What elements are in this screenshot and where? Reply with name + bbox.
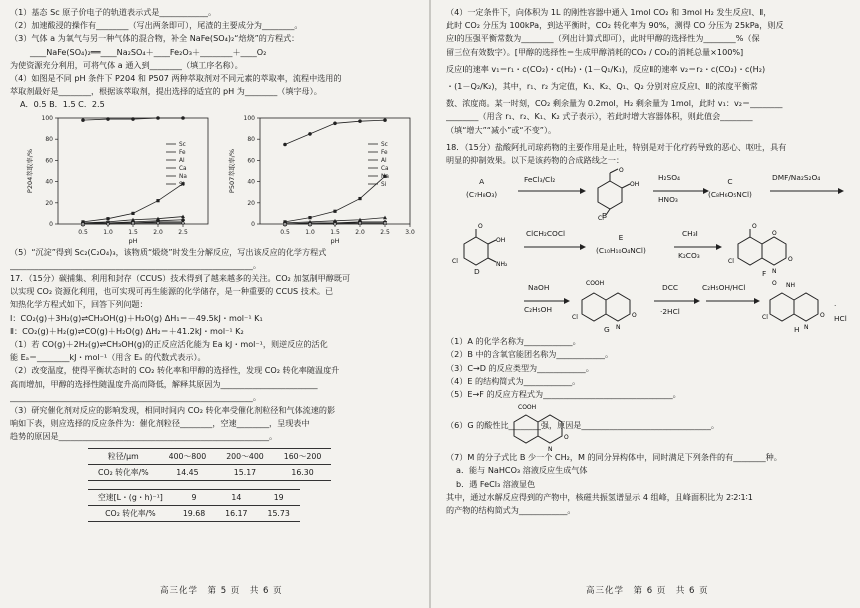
text-line: 知热化学方程式如下，回答下列问题： bbox=[10, 299, 148, 310]
data-point-sc bbox=[106, 117, 110, 121]
text-line: 其中，通过水解反应得到的产物中，核磁共振氢谱显示 4 组峰，且峰面积比为 2∶2∶1∶1 bbox=[446, 491, 753, 502]
reagent-label: ClCH₂COCl bbox=[526, 229, 566, 239]
data-point-sc bbox=[308, 132, 312, 136]
table-cell: 19.68 bbox=[173, 506, 215, 522]
text-line: （1）基态 Sc 原子价电子的轨道表示式是____________。 bbox=[10, 7, 217, 17]
table-cell: 14.45 bbox=[159, 464, 217, 480]
series-line-fe bbox=[285, 176, 385, 222]
svg-text:O: O bbox=[820, 312, 825, 320]
text-line: 的产物的结构简式为____________。 bbox=[446, 505, 576, 516]
compound-a-formula: (C₇H₈O₃) bbox=[466, 190, 498, 200]
legend-label-si: Si bbox=[179, 181, 185, 188]
text-line: 能 Eₐ＝________kJ・mol⁻¹（用含 Eₐ 的代数式表示）。 bbox=[10, 352, 206, 363]
compound-e-label: E bbox=[618, 233, 624, 243]
reagent-label: DMF/Na₂S₂O₄ bbox=[772, 173, 821, 183]
x-tick-label: 2.0 bbox=[355, 228, 365, 236]
table-cell: 粒径/μm bbox=[88, 448, 159, 464]
text-line: （1）若 CO(g)＋2H₂(g)⇌CH₃OH(g)的正反应活化能为 Ea kJ・mol⁻¹，则逆反应的活化 bbox=[10, 339, 328, 350]
svg-text:Cl: Cl bbox=[728, 258, 734, 266]
reagent-label: CH₃I bbox=[682, 229, 698, 239]
question-18-title: 18．（15分）盐酸阿扎司琼药物的主要作用是止吐，特别是对于化疗药导致的恶心、呕吐，具有 bbox=[446, 141, 787, 152]
compound-d-structure bbox=[452, 221, 512, 277]
reagent-label: NaOH bbox=[528, 283, 550, 293]
svg-text:OH: OH bbox=[630, 181, 640, 189]
condition-line: a．能与 NaHCO₃ 溶液反应生成气体 bbox=[456, 465, 588, 476]
text-line: （2）改变温度，使得平衡状态时的 CO₂ 转化率和甲醇的选择性，发现 CO₂ 转化率随温度升 bbox=[10, 365, 340, 376]
p507-chart bbox=[224, 112, 424, 246]
text-line: （5）“沉淀”得到 Sc₂(C₂O₄)₃，该物质“煅烧”时发生分解反应，写出该反应的化学方程式 bbox=[10, 246, 327, 257]
text-line: （4）如图是不同 pH 条件下 P204 和 P507 两种萃取剂对不同元素的萃取率，流程中选用的 bbox=[10, 73, 342, 84]
compound-c-formula: (C₈H₆O₅NCl) bbox=[708, 190, 752, 200]
table-row bbox=[88, 506, 300, 522]
text-line: 趋势的原因是____________________________________________________。 bbox=[10, 431, 278, 442]
legend-label-sc: Sc bbox=[179, 141, 186, 148]
left-page bbox=[10, 6, 420, 522]
x-tick-label: 0.5 bbox=[280, 228, 290, 236]
p204-chart bbox=[22, 112, 222, 246]
y-tick-label: 60 bbox=[45, 157, 53, 165]
question-line: （1）A 的化学名称为____________。 bbox=[446, 336, 581, 347]
right-page bbox=[446, 6, 850, 517]
question-line: （6）G 的酸性比________强，原因是________________________________。 bbox=[446, 420, 719, 431]
compound-a-label: A bbox=[479, 177, 485, 187]
text-line: 数、浓度商。某一时刻，CO₂ 剩余量为 0.2mol，H₂ 剩余量为 1mol，此时 v₁：v₂＝________ bbox=[446, 98, 783, 109]
reagent-label: K₂CO₃ bbox=[678, 251, 700, 261]
x-axis-label: pH bbox=[128, 236, 138, 245]
y-tick-label: 60 bbox=[247, 157, 255, 165]
x-tick-label: 2.5 bbox=[178, 228, 188, 236]
data-point-sc bbox=[358, 119, 362, 123]
svg-text:O: O bbox=[619, 167, 624, 175]
legend-label-na: Na bbox=[381, 173, 389, 180]
page-footer-left: 高三化学 第 5 页 共 6 页 bbox=[160, 586, 283, 596]
text-line: ・(1－Q₂/K₂)，其中，r₁、r₂ 为定值，K₁、K₂、Q₁、Q₂ 分别对应反应Ⅰ、Ⅱ的浓度平衡常 bbox=[446, 81, 758, 92]
svg-text:NH₂: NH₂ bbox=[496, 261, 508, 269]
question-line: （7）M 的分子式比 B 少一个 CH₂，M 的同分异构体中，同时满足下列条件的有________种。 bbox=[446, 452, 782, 463]
legend-label-al: Al bbox=[381, 157, 387, 164]
svg-text:Cl: Cl bbox=[762, 314, 768, 322]
data-point-sc bbox=[81, 118, 85, 122]
svg-text:Cl: Cl bbox=[598, 215, 604, 222]
legend-label-na: Na bbox=[179, 173, 187, 180]
answer-line: ____________________________________________________________。 bbox=[10, 259, 261, 270]
svg-text:O: O bbox=[772, 230, 777, 238]
reaction-2: Ⅱ：CO₂(g)＋H₂(g)⇌CO(g)＋H₂O(g) ΔH₂＝＋41.2kJ・mol⁻¹ K₂ bbox=[10, 325, 244, 336]
data-point-fe bbox=[333, 209, 336, 212]
text-line: 以实现 CO₂ 资源化利用，也可实现可再生能源的化学储存，是一种重要的 CCUS 技术。已 bbox=[10, 286, 334, 297]
data-point-si bbox=[334, 222, 336, 224]
data-point-sc bbox=[156, 116, 160, 120]
question-line: （3）C→D 的反应类型为____________。 bbox=[446, 362, 594, 373]
table-cell: 200～400 bbox=[216, 448, 274, 464]
table-cell: 16.17 bbox=[215, 506, 257, 522]
condition-line: b．遇 FeCl₃ 溶液显色 bbox=[456, 478, 536, 489]
table-cell: CO₂ 转化率/% bbox=[88, 464, 159, 480]
data-point-sc bbox=[333, 121, 337, 125]
text-line: 此时 CO₂ 分压为 100kPa，到达平衡时，CO₂ 转化率为 90%，测得 CO 分压为 25kPa，则反 bbox=[446, 20, 784, 31]
x-axis-label: pH bbox=[330, 236, 340, 245]
table-cell: 160～200 bbox=[274, 448, 332, 464]
table-cell: 9 bbox=[173, 490, 215, 506]
text-line: 响如下表，则应选择的反应条件为：催化剂粒径________，空速________，呈现表中 bbox=[10, 418, 310, 429]
text-line: 为使资源充分利用，可将气体 a 通入到________（填工序名称）。 bbox=[10, 59, 243, 70]
particle-size-table bbox=[88, 448, 331, 481]
svg-text:COOH: COOH bbox=[518, 404, 537, 412]
svg-text:N: N bbox=[616, 324, 621, 332]
svg-text:N: N bbox=[772, 268, 777, 276]
synthesis-row-2 bbox=[446, 221, 850, 277]
y-tick-label: 100 bbox=[243, 114, 255, 122]
table-cell: 15.73 bbox=[258, 506, 300, 522]
reagent-label: HNO₃ bbox=[658, 195, 678, 205]
page-footer-right: 高三化学 第 6 页 共 6 页 bbox=[586, 586, 709, 596]
y-tick-label: 20 bbox=[45, 199, 53, 207]
compound-g-label: G bbox=[604, 325, 610, 335]
data-point-sc bbox=[181, 116, 185, 120]
table-cell: 14 bbox=[215, 490, 257, 506]
x-tick-label: 2.0 bbox=[153, 228, 163, 236]
space-velocity-table bbox=[88, 489, 300, 522]
compound-h-label: H bbox=[794, 325, 800, 335]
table-cell: 空速[L・(g・h)⁻¹] bbox=[88, 490, 173, 506]
svg-text:O: O bbox=[564, 434, 569, 442]
x-tick-label: 1.5 bbox=[330, 228, 340, 236]
data-point-si bbox=[132, 221, 134, 223]
compound-f-structure bbox=[728, 221, 808, 277]
y-tick-label: 80 bbox=[247, 135, 255, 143]
compound-b-structure bbox=[588, 167, 648, 221]
data-point-si bbox=[284, 222, 286, 224]
compound-d-label: D bbox=[474, 267, 480, 277]
question-17-title: 17．（15分）碳捕集、利用和封存（CCUS）技术得到了越来越多的关注。CO₂ 加氢制甲醇既可 bbox=[10, 273, 351, 284]
y-axis-label: P507萃取率/% bbox=[228, 148, 236, 193]
table-row bbox=[88, 464, 331, 480]
equation-line: ____NaFe(SO₄)₂══____Na₂SO₄＋____Fe₂O₃＋________＋____O₂ bbox=[30, 46, 267, 57]
svg-text:COOH: COOH bbox=[586, 280, 605, 288]
table-cell: CO₂ 转化率/% bbox=[88, 506, 173, 522]
svg-text:N: N bbox=[804, 324, 809, 332]
data-point-si bbox=[82, 222, 84, 224]
legend-label-fe: Fe bbox=[381, 149, 388, 156]
extraction-charts bbox=[10, 112, 420, 246]
answer-line: ____________________________________________________________。 bbox=[10, 391, 261, 402]
data-point-si bbox=[384, 221, 386, 223]
question-6 bbox=[446, 401, 850, 451]
data-point-sc bbox=[383, 118, 387, 122]
y-tick-label: 80 bbox=[45, 135, 53, 143]
svg-text:O: O bbox=[632, 312, 637, 320]
svg-text:O: O bbox=[752, 223, 757, 231]
synthesis-row-3 bbox=[446, 277, 850, 335]
y-tick-label: 40 bbox=[247, 178, 255, 186]
svg-text:O: O bbox=[788, 256, 793, 264]
text-line: （2）加速酸浸的操作有________（写出两条即可），尾渣的主要成分为________。 bbox=[10, 20, 303, 31]
svg-text:N: N bbox=[548, 446, 553, 452]
text-line: 高而增加，甲醇的选择性随温度升高而降低，解释其原因为________________________ bbox=[10, 378, 318, 389]
data-point-si bbox=[182, 221, 184, 223]
data-point-sc bbox=[131, 117, 135, 121]
y-tick-label: 100 bbox=[41, 114, 53, 122]
x-tick-label: 1.5 bbox=[128, 228, 138, 236]
text-line: （3）研究催化剂对反应的影响发现，相同时间内 CO₂ 转化率受催化剂粒径和气体流速的影 bbox=[10, 405, 336, 416]
data-point-si bbox=[157, 221, 159, 223]
svg-text:OH: OH bbox=[496, 237, 506, 245]
compound-e-formula: (C₁₀H₁₀O₄NCl) bbox=[596, 246, 646, 256]
data-point-ca bbox=[181, 217, 185, 221]
svg-text:NH: NH bbox=[786, 282, 795, 290]
data-point-fe bbox=[106, 217, 109, 220]
svg-text:O: O bbox=[478, 223, 483, 231]
reagent-label: H₂SO₄ bbox=[658, 173, 680, 183]
table-cell: 19 bbox=[258, 490, 300, 506]
table-cell: 16.30 bbox=[274, 464, 332, 480]
compound-f-label: F bbox=[762, 269, 767, 279]
y-axis-label: P204萃取率/% bbox=[26, 148, 34, 193]
y-tick-label: 0 bbox=[251, 220, 255, 228]
text-line: 明显的抑制效果。以下是该药物的合成路线之一： bbox=[446, 155, 625, 166]
data-point-sc bbox=[283, 142, 287, 146]
table-row bbox=[88, 448, 331, 464]
compound-b-label: B bbox=[602, 211, 608, 221]
data-point-fe bbox=[308, 216, 311, 219]
table-cell: 400～800 bbox=[159, 448, 217, 464]
reagent-label: DCC bbox=[662, 283, 679, 293]
text-line: 应Ⅰ的压强平衡常数为________（列出计算式即可），此时甲醇的选择性为________%（保 bbox=[446, 33, 760, 44]
text-line: 留三位有效数字）。[甲醇的选择性＝生成甲醇消耗的CO₂ / CO₂的消耗总量×100%] bbox=[446, 46, 744, 57]
table-row bbox=[88, 490, 300, 506]
question-line: （2）B 中的含氧官能团名称为____________。 bbox=[446, 349, 614, 360]
legend-label-ca: Ca bbox=[179, 165, 187, 172]
text-line: 反应Ⅰ的速率 v₁＝r₁・c(CO₂)・c(H₂)・(1－Q₁/K₁)，反应Ⅱ的速率 v₂＝r₂・c(CO₂)・c(H₂) bbox=[446, 63, 766, 74]
svg-text:Cl: Cl bbox=[452, 258, 458, 266]
x-tick-label: 1.0 bbox=[103, 228, 113, 236]
text-line: ________（用含 r₁、r₂、K₁、K₂ 式子表示），若此时增大容器体积，则此值会________ bbox=[446, 111, 753, 122]
data-point-si bbox=[107, 222, 109, 224]
synthesis-row-1 bbox=[446, 167, 850, 221]
data-point-fe bbox=[131, 211, 134, 214]
x-tick-label: 2.5 bbox=[380, 228, 390, 236]
legend-label-ca: Ca bbox=[381, 165, 389, 172]
text-line: （填“增大”“减小”或“不变”）。 bbox=[446, 124, 557, 135]
y-tick-label: 40 bbox=[45, 178, 53, 186]
salt-label: · HCl bbox=[834, 301, 847, 324]
reagent-label: C₂H₅OH bbox=[524, 305, 553, 315]
reagent-label: C₂H₅OH/HCl bbox=[702, 283, 746, 293]
question-line: （5）E→F 的反应方程式为________________________________。 bbox=[446, 389, 681, 400]
x-tick-label: 1.0 bbox=[305, 228, 315, 236]
svg-text:O: O bbox=[772, 280, 777, 288]
options-line: A．0.5 B．1.5 C．2.5 bbox=[20, 99, 105, 110]
text-line: （4）一定条件下，向体积为 1L 的刚性容器中通入 1mol CO₂ 和 3mol H₂ 发生反应Ⅰ、Ⅱ， bbox=[446, 7, 772, 17]
legend-label-fe: Fe bbox=[179, 149, 186, 156]
legend-label-al: Al bbox=[179, 157, 185, 164]
legend-label-si: Si bbox=[381, 181, 387, 188]
data-point-fe bbox=[358, 197, 361, 200]
page-fold bbox=[429, 0, 431, 608]
y-tick-label: 0 bbox=[49, 220, 53, 228]
data-point-si bbox=[359, 221, 361, 223]
text-line: （3）气体 a 为氧气与另一种气体的混合物，补全 NaFe(SO₄)₂“焙烧”的方程式： bbox=[10, 33, 300, 44]
y-tick-label: 20 bbox=[247, 199, 255, 207]
reaction-1: Ⅰ：CO₂(g)＋3H₂(g)⇌CH₃OH(g)＋H₂O(g) ΔH₁＝－49.5kJ・mol⁻¹ K₁ bbox=[10, 312, 263, 323]
x-tick-label: 0.5 bbox=[78, 228, 88, 236]
data-point-si bbox=[309, 222, 311, 224]
table-cell: 15.17 bbox=[216, 464, 274, 480]
reagent-label: ·2HCl bbox=[660, 307, 680, 317]
svg-text:Cl: Cl bbox=[572, 314, 578, 322]
compound-c-label: C bbox=[727, 177, 733, 187]
legend-label-sc: Sc bbox=[381, 141, 388, 148]
data-point-fe bbox=[156, 199, 159, 202]
reagent-label: FeCl₃/Cl₂ bbox=[524, 175, 556, 185]
series-line-fe bbox=[83, 183, 183, 221]
x-tick-label: 3.0 bbox=[405, 228, 415, 236]
text-line: 萃取剂最好是________，根据该萃取剂，提出选择的适宜的 pH 为________（填字母）。 bbox=[10, 86, 322, 97]
question-line: （4）E 的结构简式为____________。 bbox=[446, 375, 581, 386]
